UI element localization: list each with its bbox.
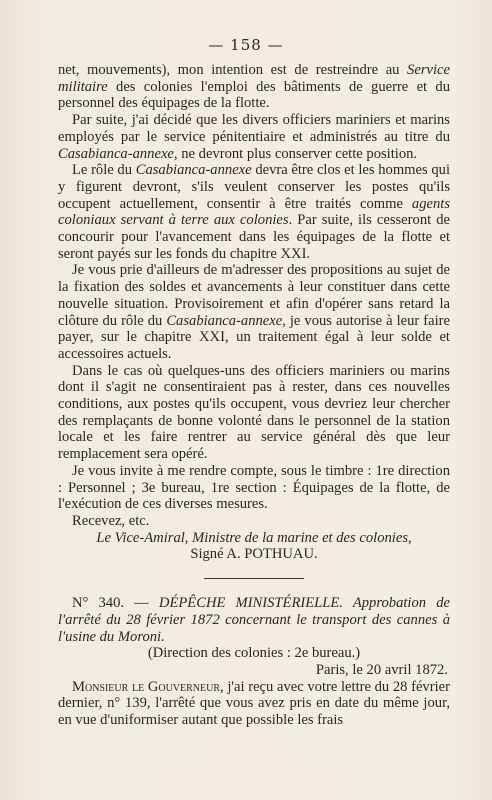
paragraph-text: , ne devront plus conserver cette position.: [173, 145, 418, 162]
direction-line: (Direction des colonies : 2e bureau.): [147, 645, 361, 662]
paragraph-italic: Casabianca-annexe: [58, 145, 174, 162]
paragraph-text: Par suite, j'ai décidé que les divers officiers mariniers et marins employés par le service pénitentiaire et administrés au titre du: [58, 112, 450, 145]
paragraph: [58, 162, 450, 262]
paragraph-text: net, mouvements), mon intention est de restreindre au: [58, 62, 408, 78]
paragraph-italic: Casabianca-annexe: [135, 162, 252, 179]
salutation: Monsieur le Gouverneur,: [72, 678, 224, 695]
paragraph-text: Le rôle du: [72, 162, 136, 179]
closing-formula: Recevez, etc.: [72, 512, 150, 529]
signature-name: Signé A. POTHUAU.: [190, 546, 318, 563]
date-line: Paris, le 20 avril 1872.: [315, 661, 448, 678]
signature-title: Le Vice-Amiral, Ministre de la marine et des colonies,: [96, 529, 412, 546]
paragraph: [58, 112, 450, 162]
paragraph-italic: Service militaire: [58, 62, 450, 95]
section-number: N° 340. —: [72, 595, 149, 612]
page-number: — 158 —: [208, 36, 284, 54]
paragraph-text: . Par suite, ils cesseront de concourir pour l'avancement dans les équipages de la flotte et seront payés sur les fonds du chapitre XXI.: [58, 212, 450, 262]
section-divider: [204, 578, 304, 579]
paragraph-text: devra être clos et les hommes qui y figurent devront, s'ils veulent conserver les postes qu'ils occupent actuellement, consentir à être traités comme: [58, 162, 451, 212]
section-title: DÉPÊCHE MINISTÉRIELLE.: [158, 595, 343, 612]
paragraph-text: j'ai reçu avec votre lettre du 28 février dernier, n° 139, l'arrêté que vous avez pris en date du même jour, en vue d'uniformiser autant que possible les frais: [58, 678, 450, 729]
page-body: [58, 62, 450, 729]
paragraph-text: , je vous autorise à leur faire payer, sur le chapitre XXI, un traitement égal à leur solde et accessoires actuels.: [58, 312, 450, 362]
paragraph: Je vous invite à me rendre compte, sous le timbre : 1re direction : Personnel ; 3e bureau, 1re section : Équipages de la flotte, de l'exécution de ces diverses mesures.: [58, 462, 450, 513]
paragraph-text: des colonies l'emploi des bâtiments de guerre et du personnel des équipages de la flotte.: [58, 78, 450, 112]
paragraph-text: Je vous prie d'ailleurs de m'adresser des propositions au sujet de la fixation des soldes et avancements à leur constituer dans cette nouvelle situation. Provisoirement et afin d'opérer sans retard la clôture du rôle du: [58, 262, 450, 329]
paragraph: [58, 62, 450, 112]
paragraph-italic: agents coloniaux servant à terre aux colonies: [58, 195, 450, 229]
paragraph: Dans le cas où quelques-uns des officiers mariniers ou marins dont il s'agit ne consentiraient pas à rester, dans ces nouvelles conditions, aux postes qu'ils occupent, vous devriez leur chercher des remplaçants de bonne volonté dans le personnel de la station locale et les faire rentrer au service général dès que leur remplacement sera opéré.: [58, 362, 450, 463]
paragraph: [58, 679, 450, 729]
section-subtitle: Approbation de l'arrêté du 28 février 1872 concernant le transport des cannes à l'usine du Moroni.: [58, 595, 450, 645]
paragraph-italic: Casabianca-annexe: [166, 312, 283, 329]
section-heading: [58, 595, 450, 645]
paragraph: [58, 262, 450, 362]
